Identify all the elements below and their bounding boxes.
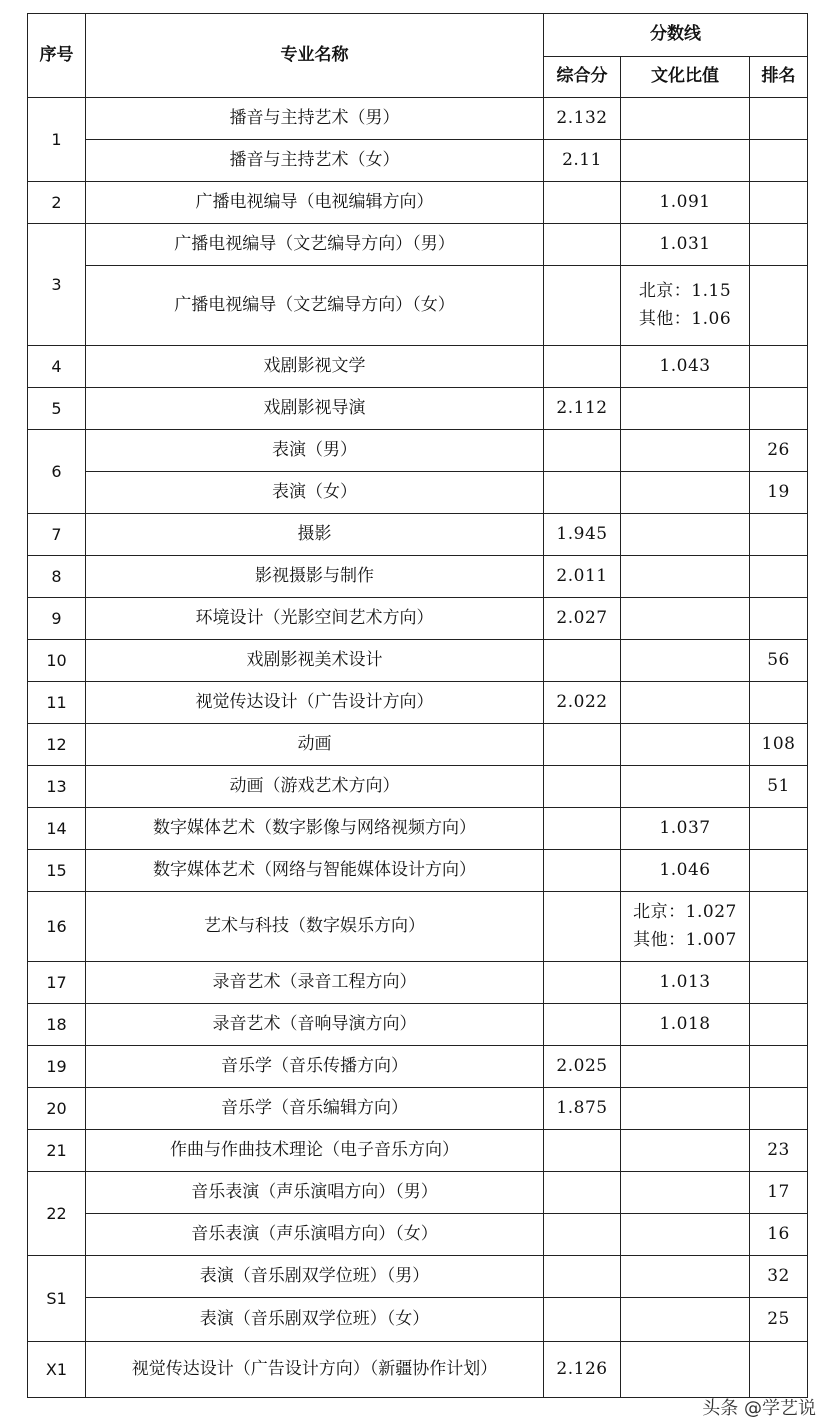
header-score-line: 分数线: [544, 14, 808, 57]
seq-cell: 21: [28, 1130, 86, 1172]
rank-cell: [750, 556, 808, 598]
culture-cell: 1.037: [621, 808, 750, 850]
major-cell: 音乐表演（声乐演唱方向）（男）: [86, 1172, 544, 1214]
major-cell: 播音与主持艺术（女）: [86, 140, 544, 182]
major-cell: 表演（音乐剧双学位班）（男）: [86, 1256, 544, 1298]
seq-cell: 14: [28, 808, 86, 850]
culture-cell: 1.046: [621, 850, 750, 892]
composite-cell: [544, 850, 621, 892]
rank-cell: [750, 1004, 808, 1046]
table-row: [28, 1172, 808, 1214]
culture-cell: [621, 388, 750, 430]
table-row: [28, 1088, 808, 1130]
table-row: [28, 682, 808, 724]
seq-cell: 12: [28, 724, 86, 766]
composite-cell: [544, 892, 621, 962]
culture-cell: [621, 682, 750, 724]
table-row: [28, 224, 808, 266]
major-cell: 音乐学（音乐编辑方向）: [86, 1088, 544, 1130]
rank-cell: 108: [750, 724, 808, 766]
major-cell: 环境设计（光影空间艺术方向）: [86, 598, 544, 640]
rank-cell: [750, 346, 808, 388]
composite-cell: [544, 1172, 621, 1214]
rank-cell: [750, 808, 808, 850]
table-row: [28, 1046, 808, 1088]
table-row: [28, 1004, 808, 1046]
score-table: [27, 13, 808, 1398]
seq-cell: 3: [28, 224, 86, 346]
composite-cell: [544, 724, 621, 766]
culture-cell: [621, 140, 750, 182]
major-cell: 广播电视编导（文艺编导方向）（男）: [86, 224, 544, 266]
table-row: [28, 850, 808, 892]
rank-cell: [750, 962, 808, 1004]
culture-cell: [621, 266, 750, 346]
culture-cell: [621, 724, 750, 766]
seq-cell: 16: [28, 892, 86, 962]
composite-cell: 2.112: [544, 388, 621, 430]
composite-cell: 2.126: [544, 1342, 621, 1398]
rank-cell: [750, 682, 808, 724]
rank-cell: 32: [750, 1256, 808, 1298]
culture-cell: [621, 556, 750, 598]
culture-cell: [621, 1256, 750, 1298]
rank-cell: [750, 850, 808, 892]
composite-cell: [544, 1004, 621, 1046]
rank-cell: [750, 224, 808, 266]
rank-cell: [750, 1088, 808, 1130]
table-row: [28, 598, 808, 640]
culture-other: 其他：1.007: [633, 929, 737, 950]
table-row: [28, 514, 808, 556]
composite-cell: [544, 1214, 621, 1256]
rank-cell: [750, 98, 808, 140]
culture-beijing: 北京：1.027: [633, 902, 737, 923]
table-row: [28, 182, 808, 224]
culture-cell: [621, 472, 750, 514]
seq-cell: 7: [28, 514, 86, 556]
major-cell: 数字媒体艺术（网络与智能媒体设计方向）: [86, 850, 544, 892]
rank-cell: [750, 892, 808, 962]
major-cell: 动画: [86, 724, 544, 766]
culture-cell: 1.031: [621, 224, 750, 266]
seq-cell: 4: [28, 346, 86, 388]
composite-cell: 2.027: [544, 598, 621, 640]
culture-cell: 1.091: [621, 182, 750, 224]
composite-cell: 2.11: [544, 140, 621, 182]
table-row: [28, 808, 808, 850]
culture-cell: [621, 766, 750, 808]
rank-cell: 17: [750, 1172, 808, 1214]
header-seq: 序号: [28, 14, 86, 98]
composite-cell: [544, 266, 621, 346]
major-cell: 视觉传达设计（广告设计方向）: [86, 682, 544, 724]
watermark-text: 头条 @学艺说: [702, 1398, 816, 1419]
rank-cell: 23: [750, 1130, 808, 1172]
composite-cell: [544, 224, 621, 266]
major-cell: 录音艺术（录音工程方向）: [86, 962, 544, 1004]
table-row: [28, 266, 808, 346]
major-cell: 影视摄影与制作: [86, 556, 544, 598]
table-row: [28, 1342, 808, 1398]
major-cell: 作曲与作曲技术理论（电子音乐方向）: [86, 1130, 544, 1172]
table-row: [28, 1256, 808, 1298]
culture-cell: [621, 1172, 750, 1214]
table-row: [28, 724, 808, 766]
culture-cell: [621, 98, 750, 140]
culture-cell: [621, 1130, 750, 1172]
culture-cell: [621, 640, 750, 682]
seq-cell: S1: [28, 1256, 86, 1342]
composite-cell: [544, 182, 621, 224]
rank-cell: [750, 1046, 808, 1088]
composite-cell: [544, 766, 621, 808]
table-row: [28, 472, 808, 514]
seq-cell: 15: [28, 850, 86, 892]
seq-cell: 13: [28, 766, 86, 808]
composite-cell: 2.022: [544, 682, 621, 724]
major-cell: 艺术与科技（数字娱乐方向）: [86, 892, 544, 962]
major-cell: 戏剧影视导演: [86, 388, 544, 430]
composite-cell: 1.945: [544, 514, 621, 556]
header-rank: 排名: [750, 57, 808, 98]
table-row: [28, 892, 808, 962]
seq-cell: 6: [28, 430, 86, 514]
table-row: [28, 430, 808, 472]
rank-cell: [750, 1342, 808, 1398]
composite-cell: [544, 346, 621, 388]
table-row: [28, 766, 808, 808]
major-cell: 戏剧影视文学: [86, 346, 544, 388]
major-cell: 表演（女）: [86, 472, 544, 514]
rank-cell: 25: [750, 1298, 808, 1342]
composite-cell: 2.025: [544, 1046, 621, 1088]
major-cell: 表演（男）: [86, 430, 544, 472]
seq-cell: 9: [28, 598, 86, 640]
table-row: [28, 1214, 808, 1256]
major-cell: 摄影: [86, 514, 544, 556]
seq-cell: 19: [28, 1046, 86, 1088]
table-row: [28, 1298, 808, 1342]
composite-cell: [544, 430, 621, 472]
culture-beijing: 北京：1.15: [638, 281, 732, 302]
rank-cell: [750, 598, 808, 640]
seq-cell: 1: [28, 98, 86, 182]
culture-cell: [621, 598, 750, 640]
header-major: 专业名称: [86, 14, 544, 98]
seq-cell: 20: [28, 1088, 86, 1130]
culture-cell: [621, 1046, 750, 1088]
major-cell: 视觉传达设计（广告设计方向）（新疆协作计划）: [86, 1342, 544, 1398]
rank-cell: 51: [750, 766, 808, 808]
table-row: [28, 140, 808, 182]
seq-cell: 2: [28, 182, 86, 224]
table-row: [28, 346, 808, 388]
major-cell: 音乐表演（声乐演唱方向）（女）: [86, 1214, 544, 1256]
major-cell: 动画（游戏艺术方向）: [86, 766, 544, 808]
composite-cell: [544, 962, 621, 1004]
seq-cell: 22: [28, 1172, 86, 1256]
seq-cell: 17: [28, 962, 86, 1004]
seq-cell: X1: [28, 1342, 86, 1398]
composite-cell: [544, 1130, 621, 1172]
table-row: [28, 962, 808, 1004]
rank-cell: 56: [750, 640, 808, 682]
major-cell: 广播电视编导（电视编辑方向）: [86, 182, 544, 224]
culture-cell: 1.018: [621, 1004, 750, 1046]
rank-cell: [750, 266, 808, 346]
culture-other: 其他：1.06: [638, 308, 732, 329]
major-cell: 播音与主持艺术（男）: [86, 98, 544, 140]
table-row: [28, 388, 808, 430]
major-cell: 音乐学（音乐传播方向）: [86, 1046, 544, 1088]
table-row: [28, 556, 808, 598]
rank-cell: 26: [750, 430, 808, 472]
culture-cell: [621, 892, 750, 962]
seq-cell: 10: [28, 640, 86, 682]
culture-cell: 1.013: [621, 962, 750, 1004]
major-cell: 广播电视编导（文艺编导方向）（女）: [86, 266, 544, 346]
major-cell: 录音艺术（音响导演方向）: [86, 1004, 544, 1046]
seq-cell: 5: [28, 388, 86, 430]
seq-cell: 18: [28, 1004, 86, 1046]
culture-cell: [621, 1298, 750, 1342]
composite-cell: [544, 640, 621, 682]
composite-cell: [544, 808, 621, 850]
culture-cell: 1.043: [621, 346, 750, 388]
culture-cell: [621, 1088, 750, 1130]
seq-cell: 8: [28, 556, 86, 598]
rank-cell: [750, 388, 808, 430]
major-cell: 表演（音乐剧双学位班）（女）: [86, 1298, 544, 1342]
rank-cell: 16: [750, 1214, 808, 1256]
composite-cell: [544, 1298, 621, 1342]
composite-cell: 1.875: [544, 1088, 621, 1130]
culture-cell: [621, 1342, 750, 1398]
culture-cell: [621, 514, 750, 556]
composite-cell: [544, 1256, 621, 1298]
table-row: [28, 98, 808, 140]
rank-cell: [750, 182, 808, 224]
composite-cell: 2.011: [544, 556, 621, 598]
composite-cell: 2.132: [544, 98, 621, 140]
culture-cell: [621, 1214, 750, 1256]
header-culture-ratio: 文化比值: [621, 57, 750, 98]
rank-cell: [750, 140, 808, 182]
rank-cell: [750, 514, 808, 556]
culture-cell: [621, 430, 750, 472]
rank-cell: 19: [750, 472, 808, 514]
header-composite: 综合分: [544, 57, 621, 98]
table-row: [28, 1130, 808, 1172]
composite-cell: [544, 472, 621, 514]
major-cell: 戏剧影视美术设计: [86, 640, 544, 682]
major-cell: 数字媒体艺术（数字影像与网络视频方向）: [86, 808, 544, 850]
seq-cell: 11: [28, 682, 86, 724]
table-row: [28, 640, 808, 682]
